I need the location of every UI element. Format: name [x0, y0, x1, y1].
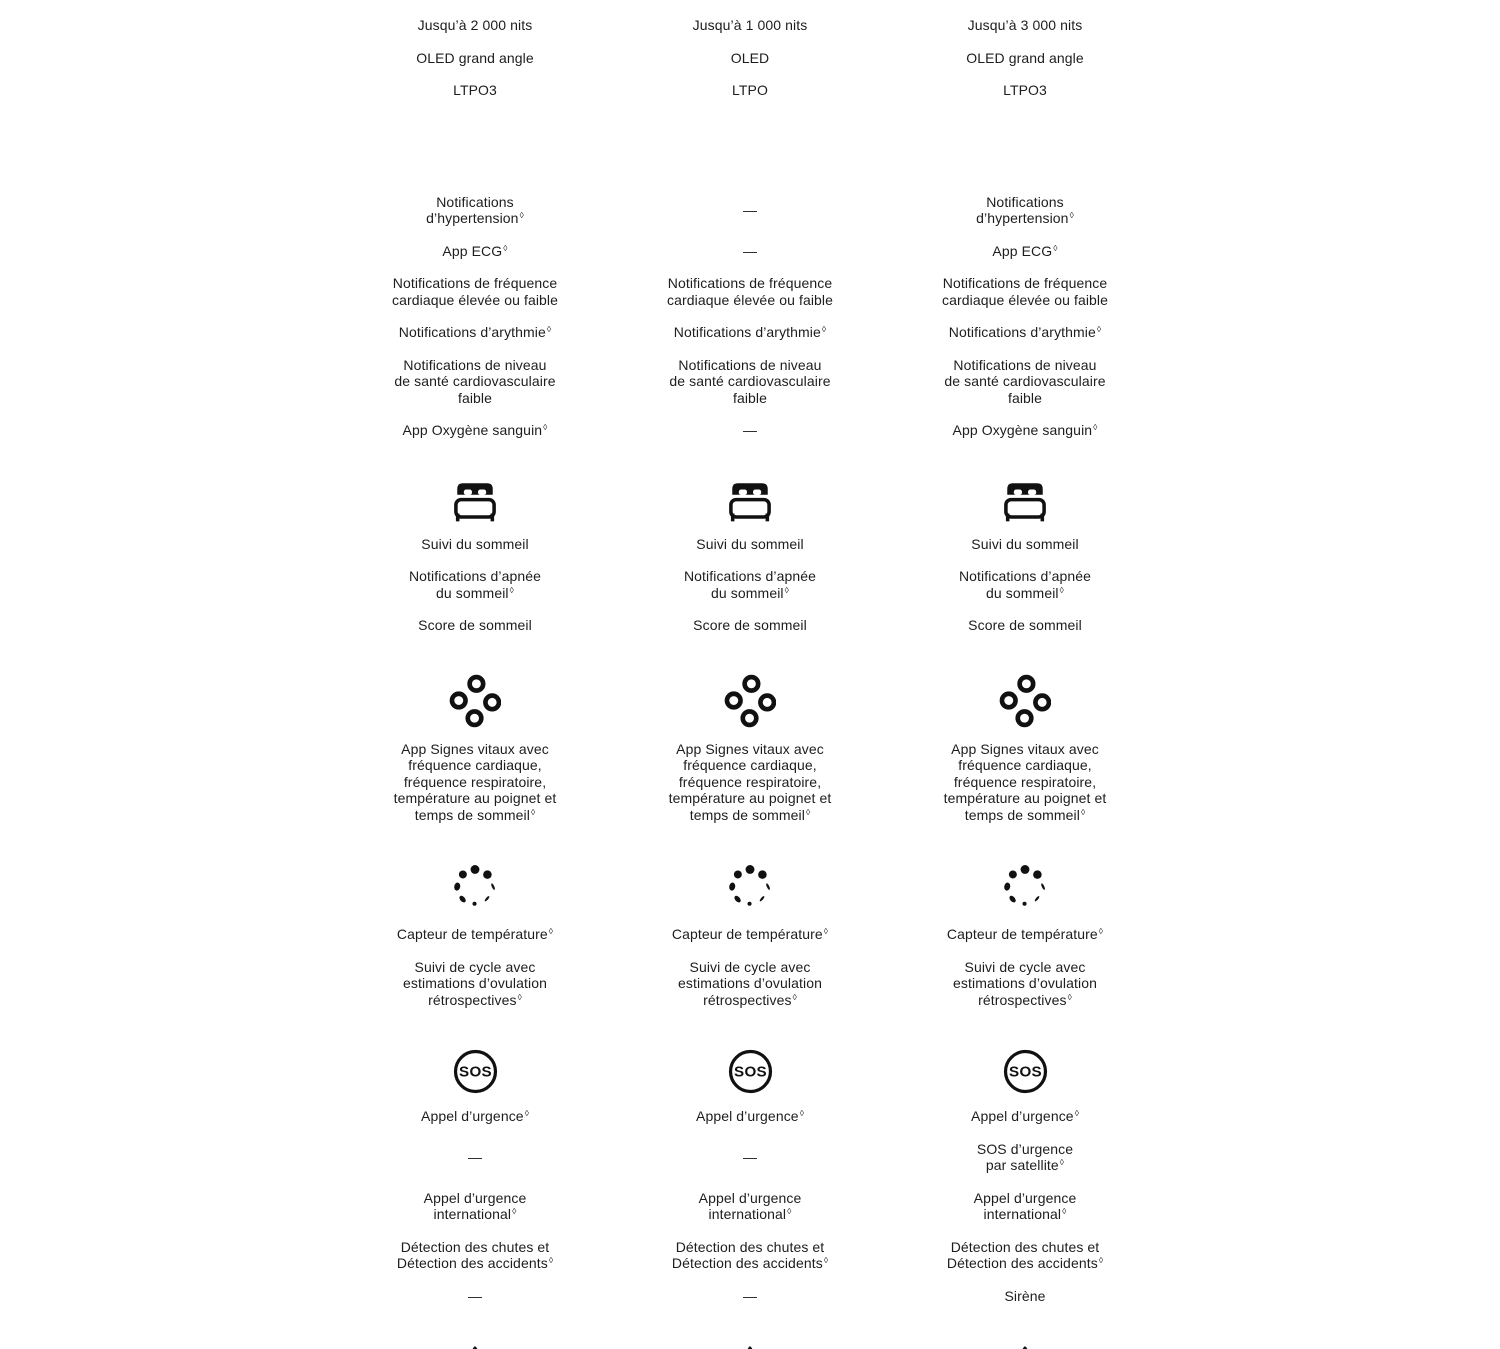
icon-row: [0, 863, 1500, 913]
feature-text-line: Détection des accidents◊: [946, 1255, 1104, 1271]
feature-row-international-emergency-call: [0, 1190, 1500, 1223]
footnote-diamond: ◊: [1059, 584, 1064, 595]
footnote-diamond: ◊: [524, 1108, 529, 1118]
feature-cell: [888, 17, 1163, 34]
mountain-peak-icon: [452, 1344, 498, 1349]
feature-text-line: Suivi de cycle avec: [964, 958, 1086, 975]
feature-row-emergency-call: [0, 1108, 1500, 1125]
feature-text-line: temps de sommeil◊: [689, 806, 811, 823]
feature-cell: [338, 568, 613, 601]
icon-cell: [338, 479, 613, 523]
footnote-diamond: ◊: [823, 926, 829, 936]
feature-text-line: cardiaque élevée ou faible: [941, 291, 1109, 308]
icon-cell: [338, 863, 613, 913]
icon-row: [0, 479, 1500, 523]
heart-health-icon: [728, 139, 772, 181]
feature-text-line: —: [742, 1287, 758, 1304]
feature-cell: [338, 275, 613, 308]
footnote-diamond: ◊: [517, 991, 522, 1002]
feature-text-line: Notifications de niveau: [403, 356, 547, 373]
feature-text-line: fréquence respiratoire,: [403, 773, 547, 790]
feature-cell: [338, 324, 613, 341]
temperature-sensor-icon: [997, 863, 1053, 913]
feature-text-line: rétrospectives◊: [428, 991, 522, 1008]
footnote-diamond: ◊: [530, 806, 536, 817]
icon-cell: [613, 674, 888, 728]
feature-text-line: rétrospectives◊: [978, 991, 1072, 1008]
feature-cell: [338, 243, 613, 260]
footnote-diamond: ◊: [1053, 242, 1058, 253]
footnote-diamond: ◊: [1096, 324, 1102, 334]
not-available-dash: [338, 1288, 613, 1305]
icon-cell: [888, 479, 1163, 523]
feature-text-line: LTPO3: [1003, 82, 1047, 98]
feature-text-line: Notifications de niveau: [953, 356, 1097, 373]
feature-text-line: SOS d’urgence: [976, 1140, 1074, 1157]
feature-row-vitals-app: [0, 741, 1500, 824]
feature-text-line: App Signes vitaux avec: [676, 740, 824, 757]
feature-text-line: Notifications d’apnée: [683, 568, 817, 584]
feature-row-heart-rate-notifications: [0, 275, 1500, 308]
feature-cell: [338, 17, 613, 34]
feature-text-line: fréquence cardiaque,: [408, 757, 542, 773]
feature-row-hypertension-notifications: [0, 194, 1500, 227]
feature-cell: [613, 275, 888, 308]
icon-cell: [613, 479, 888, 523]
feature-row-sleep-score: [0, 617, 1500, 634]
feature-text-line: App ECG◊: [442, 242, 508, 259]
feature-text-line: cardiaque élevée ou faible: [391, 291, 559, 308]
feature-text-line: Appel d’urgence: [423, 1189, 527, 1206]
feature-text-line: Score de sommeil: [968, 617, 1082, 633]
feature-text-line: Notifications de niveau: [678, 356, 822, 373]
feature-text-line: LTPO3: [453, 82, 497, 98]
feature-text-line: Score de sommeil: [418, 617, 532, 633]
footnote-diamond: ◊: [546, 324, 552, 334]
vitals-icon: [449, 674, 501, 728]
footnote-diamond: ◊: [787, 1206, 792, 1216]
feature-text-line: —: [467, 1287, 483, 1304]
sos-icon: [452, 1048, 499, 1095]
icon-row: [0, 1048, 1500, 1095]
not-available-dash: [613, 1141, 888, 1174]
footnote-diamond: ◊: [548, 926, 554, 936]
icon-cell: [613, 1048, 888, 1095]
feature-row-display-brightness: [0, 17, 1500, 34]
footnote-diamond: ◊: [1059, 1157, 1065, 1167]
feature-text-line: App Signes vitaux avec: [401, 740, 549, 757]
feature-text-line: faible: [732, 389, 768, 406]
feature-text-line: fréquence cardiaque,: [683, 757, 817, 773]
feature-text-line: App Signes vitaux avec: [951, 740, 1099, 757]
feature-row-siren: [0, 1288, 1500, 1305]
feature-text-line: international◊: [983, 1206, 1067, 1222]
feature-text-line: international◊: [708, 1206, 792, 1222]
feature-cell: [888, 1141, 1163, 1174]
feature-cell: [613, 357, 888, 407]
icon-cell: [338, 1048, 613, 1095]
feature-cell: [613, 1190, 888, 1223]
feature-cell: [888, 82, 1163, 99]
feature-cell: [338, 357, 613, 407]
feature-text-line: —: [742, 242, 758, 259]
feature-text-line: estimations d’ovulation: [953, 975, 1097, 991]
feature-text-line: Notifications: [986, 193, 1064, 210]
feature-cell: [888, 422, 1163, 439]
feature-text-line: Notifications: [436, 193, 514, 210]
icon-row: [0, 674, 1500, 728]
feature-text-line: Appel d’urgence◊: [421, 1108, 529, 1124]
vitals-icon: [724, 674, 776, 728]
feature-text-line: estimations d’ovulation: [678, 975, 822, 991]
feature-text-line: Notifications de fréquence: [392, 275, 558, 291]
feature-text-line: faible: [457, 389, 493, 406]
feature-text-line: Suivi de cycle avec: [414, 958, 536, 975]
icon-cell: [338, 1344, 613, 1349]
feature-text-line: de santé cardiovasculaire: [669, 373, 831, 389]
feature-text-line: du sommeil◊: [436, 584, 514, 601]
feature-text-line: Capteur de température◊: [671, 926, 829, 942]
feature-row-irregular-rhythm-notifications: [0, 324, 1500, 341]
feature-cell: [338, 422, 613, 439]
footnote-diamond: ◊: [799, 1108, 804, 1118]
feature-cell: [338, 1190, 613, 1223]
not-available-dash: [338, 1141, 613, 1174]
feature-text-line: température au poignet et: [668, 790, 832, 806]
feature-row-sleep-tracking: [0, 536, 1500, 553]
sos-icon-label: SOS: [1008, 1063, 1042, 1081]
icon-cell: [338, 674, 613, 728]
feature-cell: [613, 926, 888, 943]
vitals-icon: [999, 674, 1051, 728]
temperature-sensor-icon: [722, 863, 778, 913]
footnote-diamond: ◊: [1074, 1108, 1079, 1118]
not-available-dash: [613, 194, 888, 227]
feature-cell: [888, 959, 1163, 1009]
feature-cell: [613, 50, 888, 67]
feature-cell: [338, 959, 613, 1009]
feature-cell: [338, 82, 613, 99]
feature-text-line: Notifications de fréquence: [667, 275, 833, 291]
feature-cell: [888, 617, 1163, 634]
footnote-diamond: ◊: [821, 324, 827, 334]
feature-text-line: —: [742, 1148, 758, 1165]
feature-row-sleep-apnea-notifications: [0, 568, 1500, 601]
feature-text-line: Notifications d’arythmie◊: [948, 324, 1102, 340]
feature-cell: [338, 50, 613, 67]
feature-text-line: Suivi de cycle avec: [689, 958, 811, 975]
feature-cell: [338, 617, 613, 634]
feature-text-line: international◊: [433, 1206, 517, 1222]
temperature-sensor-icon: [447, 863, 503, 913]
icon-cell: [613, 139, 888, 181]
feature-text-line: estimations d’ovulation: [403, 975, 547, 991]
footnote-diamond: ◊: [805, 806, 811, 817]
feature-cell: [338, 741, 613, 824]
feature-text-line: fréquence respiratoire,: [953, 773, 1097, 790]
feature-row-ecg-app: [0, 243, 1500, 260]
sos-icon-label: SOS: [733, 1063, 767, 1081]
feature-cell: [888, 741, 1163, 824]
feature-text-line: température au poignet et: [393, 790, 557, 806]
sleep-bed-icon: [726, 479, 774, 523]
feature-text-line: cardiaque élevée ou faible: [666, 291, 834, 308]
feature-cell: [888, 50, 1163, 67]
feature-cell: [613, 1239, 888, 1272]
feature-text-line: fréquence respiratoire,: [678, 773, 822, 790]
feature-text-line: Appel d’urgence◊: [696, 1108, 804, 1124]
feature-cell: [888, 1239, 1163, 1272]
mountain-peak-icon: [1002, 1344, 1048, 1349]
feature-text-line: Détection des accidents◊: [671, 1255, 829, 1271]
heart-health-icon: [1003, 139, 1047, 181]
feature-text-line: par satellite◊: [985, 1157, 1065, 1173]
feature-text-line: LTPO: [732, 82, 768, 98]
footnote-diamond: ◊: [823, 1255, 829, 1265]
feature-text-line: Appel d’urgence: [698, 1189, 802, 1206]
feature-text-line: du sommeil◊: [986, 584, 1064, 601]
feature-row-temperature-sensing: [0, 926, 1500, 943]
feature-text-line: du sommeil◊: [711, 584, 789, 601]
feature-text-line: temps de sommeil◊: [964, 806, 1086, 823]
sleep-bed-icon: [451, 479, 499, 523]
feature-cell: [888, 1108, 1163, 1125]
feature-cell: [338, 926, 613, 943]
feature-cell: [613, 17, 888, 34]
icon-cell: [888, 1048, 1163, 1095]
feature-text-line: Notifications d’arythmie◊: [673, 324, 827, 340]
footnote-diamond: ◊: [1080, 806, 1086, 817]
feature-cell: [613, 1108, 888, 1125]
feature-text-line: Appel d’urgence◊: [971, 1108, 1079, 1124]
feature-cell: [338, 536, 613, 553]
footnote-diamond: ◊: [503, 242, 508, 253]
feature-text-line: Détection des accidents◊: [396, 1255, 554, 1271]
footnote-diamond: ◊: [543, 422, 548, 432]
feature-row-cycle-tracking: [0, 959, 1500, 1009]
not-available-dash: [613, 243, 888, 260]
feature-text-line: Détection des chutes et: [400, 1238, 550, 1255]
icon-cell: [888, 139, 1163, 181]
feature-text-line: Jusqu’à 3 000 nits: [967, 17, 1083, 33]
feature-cell: [888, 1190, 1163, 1223]
feature-text-line: App ECG◊: [992, 242, 1058, 259]
feature-text-line: temps de sommeil◊: [414, 806, 536, 823]
feature-text-line: OLED grand angle: [966, 49, 1084, 66]
feature-text-line: de santé cardiovasculaire: [944, 373, 1106, 389]
feature-row-cardio-fitness-notifications: [0, 357, 1500, 407]
footnote-diamond: ◊: [1093, 422, 1098, 432]
feature-text-line: rétrospectives◊: [703, 991, 797, 1008]
feature-cell: [888, 324, 1163, 341]
feature-text-line: fréquence cardiaque,: [958, 757, 1092, 773]
feature-text-line: —: [742, 201, 758, 218]
feature-text-line: Notifications d’arythmie◊: [398, 324, 552, 340]
feature-text-line: Suivi du sommeil: [421, 535, 529, 552]
feature-text-line: Détection des chutes et: [675, 1238, 825, 1255]
feature-text-line: Notifications de fréquence: [942, 275, 1108, 291]
feature-cell: [888, 1288, 1163, 1305]
feature-row-emergency-sos-satellite: [0, 1141, 1500, 1174]
feature-text-line: Jusqu’à 2 000 nits: [417, 17, 533, 33]
feature-text-line: faible: [1007, 389, 1043, 406]
feature-cell: [613, 568, 888, 601]
feature-cell: [338, 1239, 613, 1272]
feature-text-line: Jusqu’à 1 000 nits: [692, 17, 808, 33]
feature-cell: [888, 275, 1163, 308]
sos-icon-label: SOS: [458, 1063, 492, 1081]
feature-text-line: —: [467, 1148, 483, 1165]
feature-cell: [613, 617, 888, 634]
footnote-diamond: ◊: [512, 1206, 517, 1216]
footnote-diamond: ◊: [792, 991, 797, 1002]
feature-text-line: Notifications d’apnée: [408, 568, 542, 584]
feature-text-line: Notifications d’apnée: [958, 568, 1092, 584]
feature-text-line: —: [742, 422, 758, 438]
feature-text-line: Sirène: [1004, 1287, 1046, 1304]
sleep-bed-icon: [1001, 479, 1049, 523]
feature-text-line: Capteur de température◊: [396, 926, 554, 942]
feature-cell: [338, 194, 613, 227]
footnote-diamond: ◊: [784, 584, 789, 595]
feature-text-line: Détection des chutes et: [950, 1238, 1100, 1255]
feature-text-line: d’hypertension◊: [426, 210, 524, 226]
feature-cell: [888, 926, 1163, 943]
feature-row-display-ltpo: [0, 82, 1500, 99]
feature-text-line: Appel d’urgence: [973, 1189, 1077, 1206]
sos-icon: [1002, 1048, 1049, 1095]
icon-cell: [338, 139, 613, 181]
feature-text-line: App Oxygène sanguin◊: [402, 422, 548, 438]
footnote-diamond: ◊: [1069, 210, 1074, 220]
feature-cell: [888, 194, 1163, 227]
feature-cell: [613, 82, 888, 99]
feature-text-line: Capteur de température◊: [946, 926, 1104, 942]
icon-cell: [888, 1344, 1163, 1349]
icon-cell: [613, 1344, 888, 1349]
feature-text-line: température au poignet et: [943, 790, 1107, 806]
footnote-diamond: ◊: [1098, 1255, 1104, 1265]
feature-cell: [613, 959, 888, 1009]
feature-cell: [888, 357, 1163, 407]
footnote-diamond: ◊: [1062, 1206, 1067, 1216]
mountain-peak-icon: [727, 1344, 773, 1349]
feature-cell: [613, 324, 888, 341]
feature-row-blood-oxygen-app: [0, 422, 1500, 439]
footnote-diamond: ◊: [519, 210, 524, 220]
icon-cell: [888, 863, 1163, 913]
not-available-dash: [613, 422, 888, 439]
feature-cell: [613, 741, 888, 824]
feature-cell: [888, 243, 1163, 260]
sos-icon: [727, 1048, 774, 1095]
icon-row: [0, 1344, 1500, 1349]
footnote-diamond: ◊: [1067, 991, 1072, 1002]
icon-cell: [888, 674, 1163, 728]
feature-row-display-technology: [0, 50, 1500, 67]
icon-cell: [613, 863, 888, 913]
feature-text-line: OLED grand angle: [416, 49, 534, 66]
feature-text-line: d’hypertension◊: [976, 210, 1074, 226]
feature-text-line: Suivi du sommeil: [696, 535, 804, 552]
feature-cell: [888, 568, 1163, 601]
feature-text-line: App Oxygène sanguin◊: [952, 422, 1098, 438]
feature-text-line: Score de sommeil: [693, 617, 807, 633]
not-available-dash: [613, 1288, 888, 1305]
feature-cell: [888, 536, 1163, 553]
footnote-diamond: ◊: [548, 1255, 554, 1265]
feature-text-line: de santé cardiovasculaire: [394, 373, 556, 389]
footnote-diamond: ◊: [1098, 926, 1104, 936]
heart-health-icon: [453, 139, 497, 181]
feature-cell: [338, 1108, 613, 1125]
icon-row: [0, 139, 1500, 181]
feature-text-line: OLED: [730, 49, 770, 66]
feature-text-line: Suivi du sommeil: [971, 535, 1079, 552]
feature-cell: [613, 536, 888, 553]
footnote-diamond: ◊: [509, 584, 514, 595]
feature-row-fall-crash-detection: [0, 1239, 1500, 1272]
